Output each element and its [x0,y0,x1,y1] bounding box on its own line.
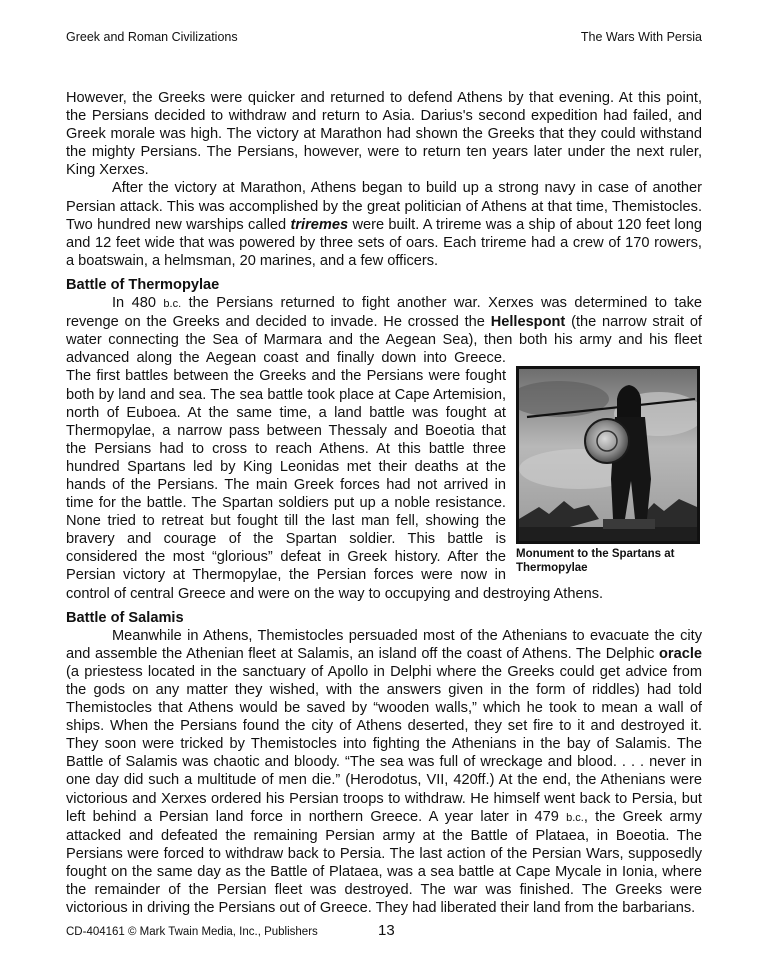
page-footer [66,922,702,942]
figure-spartan-monument [516,366,702,575]
paragraph-thermopylae: In 480 b.c. the Persians returned to fight another war. Xerxes was determined to take revenge on the Greeks and decided to invade. He crossed the Hellespont (the narrow strait of water connecting the Sea of Marmara and the Aegean Sea), then both his army and his fleet advanced along the Aegean coast and finally down into Greece. The first battles between the Greeks and the Persians were fought both by land and sea. The sea battle took place at Cape Artemision, north of Euboea. At the same time, a land battle was fought at Thermopylae, a narrow pass between Thessaly and Boeotia that the Persians had to cross to reach Athens. At this battle three hundred Spartans led by King Leonidas met their deaths at the hands of the Persians. The main Greek forces had not arrived in time for the battle. The Spartan soldiers put up a noble resistance. None tried to retreat but fought till the last man fell, showing the bravery and courage of the Spartan soldier. This battle is considered the most “glorious” defeat in Greek history. After the Persian victory at Thermopylae, the Persian forces were now in control of central Greece and were on the way to occupying and destroying Athens. [66,295,702,602]
spartan-monument-photo [516,366,700,544]
heading-battle-of-salamis: Battle of Salamis [66,609,184,626]
chapter-title: The Wars With Persia [580,30,702,44]
paragraph-athens-navy: After the victory at Marathon, Athens began to build up a strong navy in case of another Persian attack. This was accomplished by the great politician of Athens at that time, Themistocles. Two hundred new warships called triremes were built. A trireme was a ship of about 120 feet long and 12 feet wide that was powered by three sets of oars. Each trireme had a crew of 170 rowers, a boatswain, a helmsman, 20 marines, and a few officers. [66,180,702,269]
publisher-credit: CD-404161 © Mark Twain Media, Inc., Publishers [66,926,318,938]
heading-battle-of-thermopylae: Battle of Thermopylae [66,276,220,293]
paragraph-salamis: Meanwhile in Athens, Themistocles persuaded most of the Athenians to evacuate the city and assemble the Athenian fleet at Salamis, an island off the coast of Athens. The Delphic oracle (a priestess located in the sanctuary of Apollo in Delphi where the Greeks could get advice from the gods on any matter they wished, with the answers given in the form of riddles) had told Themistocles that Athens would be saved by “wooden walls,” which he took to mean a wall of ships. When the Persians found the city of Athens deserted, they set fire to it and destroyed it. They soon were tricked by Themistocles into fighting the Athenians in the bay of Salamis. The Battle of Salamis was chaotic and bloody. “The sea was full of wreckage and blood. . . . never in one day did such a multitude of men die.” (Herodotus, VII, 420ff.) At the end, the Athenians were victorious and Xerxes ordered his Persian troops to withdraw. He himself went back to Persia, but left behind a Persian land force in northern Greece. A year later in 479 b.c., the Greek army attacked and defeated the remaining Persian army at the Battle of Plataea, in Boeotia. The Persians were forced to withdraw back to Persia. The last action of the Persian Wars, supposedly fought on the same day as the Battle of Plataea, was a sea battle at Cape Mycale in Ionia, where the remainder of the Persian fleet was destroyed. The war was finished. The Greeks were victorious in driving the Persians out of Greece. They had liberated their land from the barbarians. [66,627,702,917]
page-number: 13 [378,922,395,939]
figure-caption: Monument to the Spartans at Thermopylae [516,548,675,574]
book-title: Greek and Roman Civilizations [66,30,238,44]
bc-abbreviation: b.c. [163,298,182,311]
paragraph-marathon-return: However, the Greeks were quicker and returned to defend Athens by that evening. At this point, the Persians decided to withdraw and return to Asia. Darius's second expedition had failed, and Greek morale was high. The victory at Marathon had shown the Greeks that they could withstand the mighty Persians. The Persians, however, were to return ten years later under the next ruler, King Xerxes. [66,90,702,179]
term-triremes: triremes [290,216,349,233]
term-hellespont: Hellespont [490,314,566,331]
running-header [66,30,702,46]
term-oracle: oracle [659,645,702,662]
bc-abbreviation: b.c. [566,811,584,824]
